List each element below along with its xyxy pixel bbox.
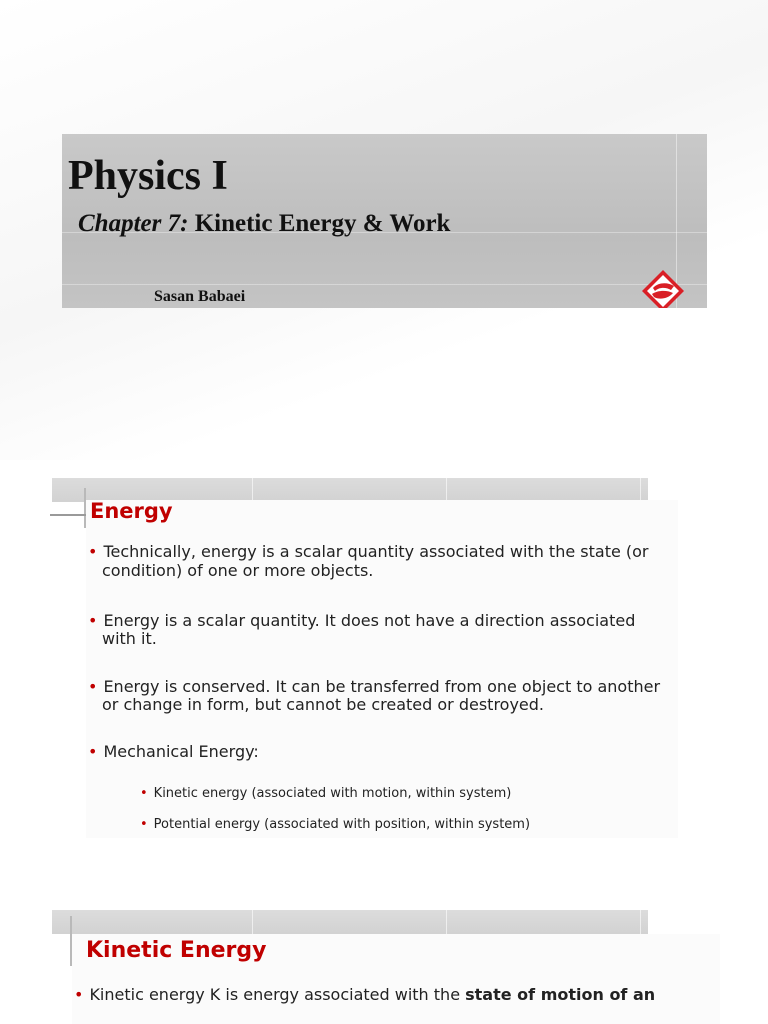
sub-list-item: • Potential energy (associated with position, within system)	[140, 817, 531, 832]
list-item: • Kinetic energy K is energy associated with the state of motion of an	[74, 985, 656, 1004]
list-item-continuation: or change in form, but cannot be created or destroyed.	[102, 695, 545, 714]
slide-divider	[70, 916, 72, 966]
author-name: Sasan Babaei	[154, 288, 246, 305]
list-item: • Energy is conserved. It can be transferred from one object to another	[88, 677, 661, 696]
list-item: • Mechanical Energy:	[88, 742, 259, 761]
chapter-heading	[78, 210, 450, 238]
list-item: • Energy is a scalar quantity. It does not have a direction associated	[88, 611, 636, 630]
list-item: • Technically, energy is a scalar quantity associated with the state (or	[88, 542, 649, 561]
slide-divider	[50, 514, 86, 516]
presentation-title: Physics I	[68, 153, 228, 199]
slide-top-band	[52, 910, 648, 934]
slide-divider	[84, 488, 86, 528]
energy-heading: Energy	[90, 499, 173, 523]
university-logo-icon	[640, 268, 686, 308]
sub-list-item: • Kinetic energy (associated with motion, within system)	[140, 786, 512, 801]
slide-gridline	[62, 284, 707, 285]
chapter-title: Kinetic Energy & Work	[194, 210, 451, 237]
list-item-continuation: condition) of one or more objects.	[102, 561, 374, 580]
list-item-continuation: with it.	[102, 629, 157, 648]
kinetic-energy-heading: Kinetic Energy	[86, 938, 267, 963]
title-slide	[62, 134, 707, 308]
chapter-label: Chapter 7:	[78, 210, 189, 237]
